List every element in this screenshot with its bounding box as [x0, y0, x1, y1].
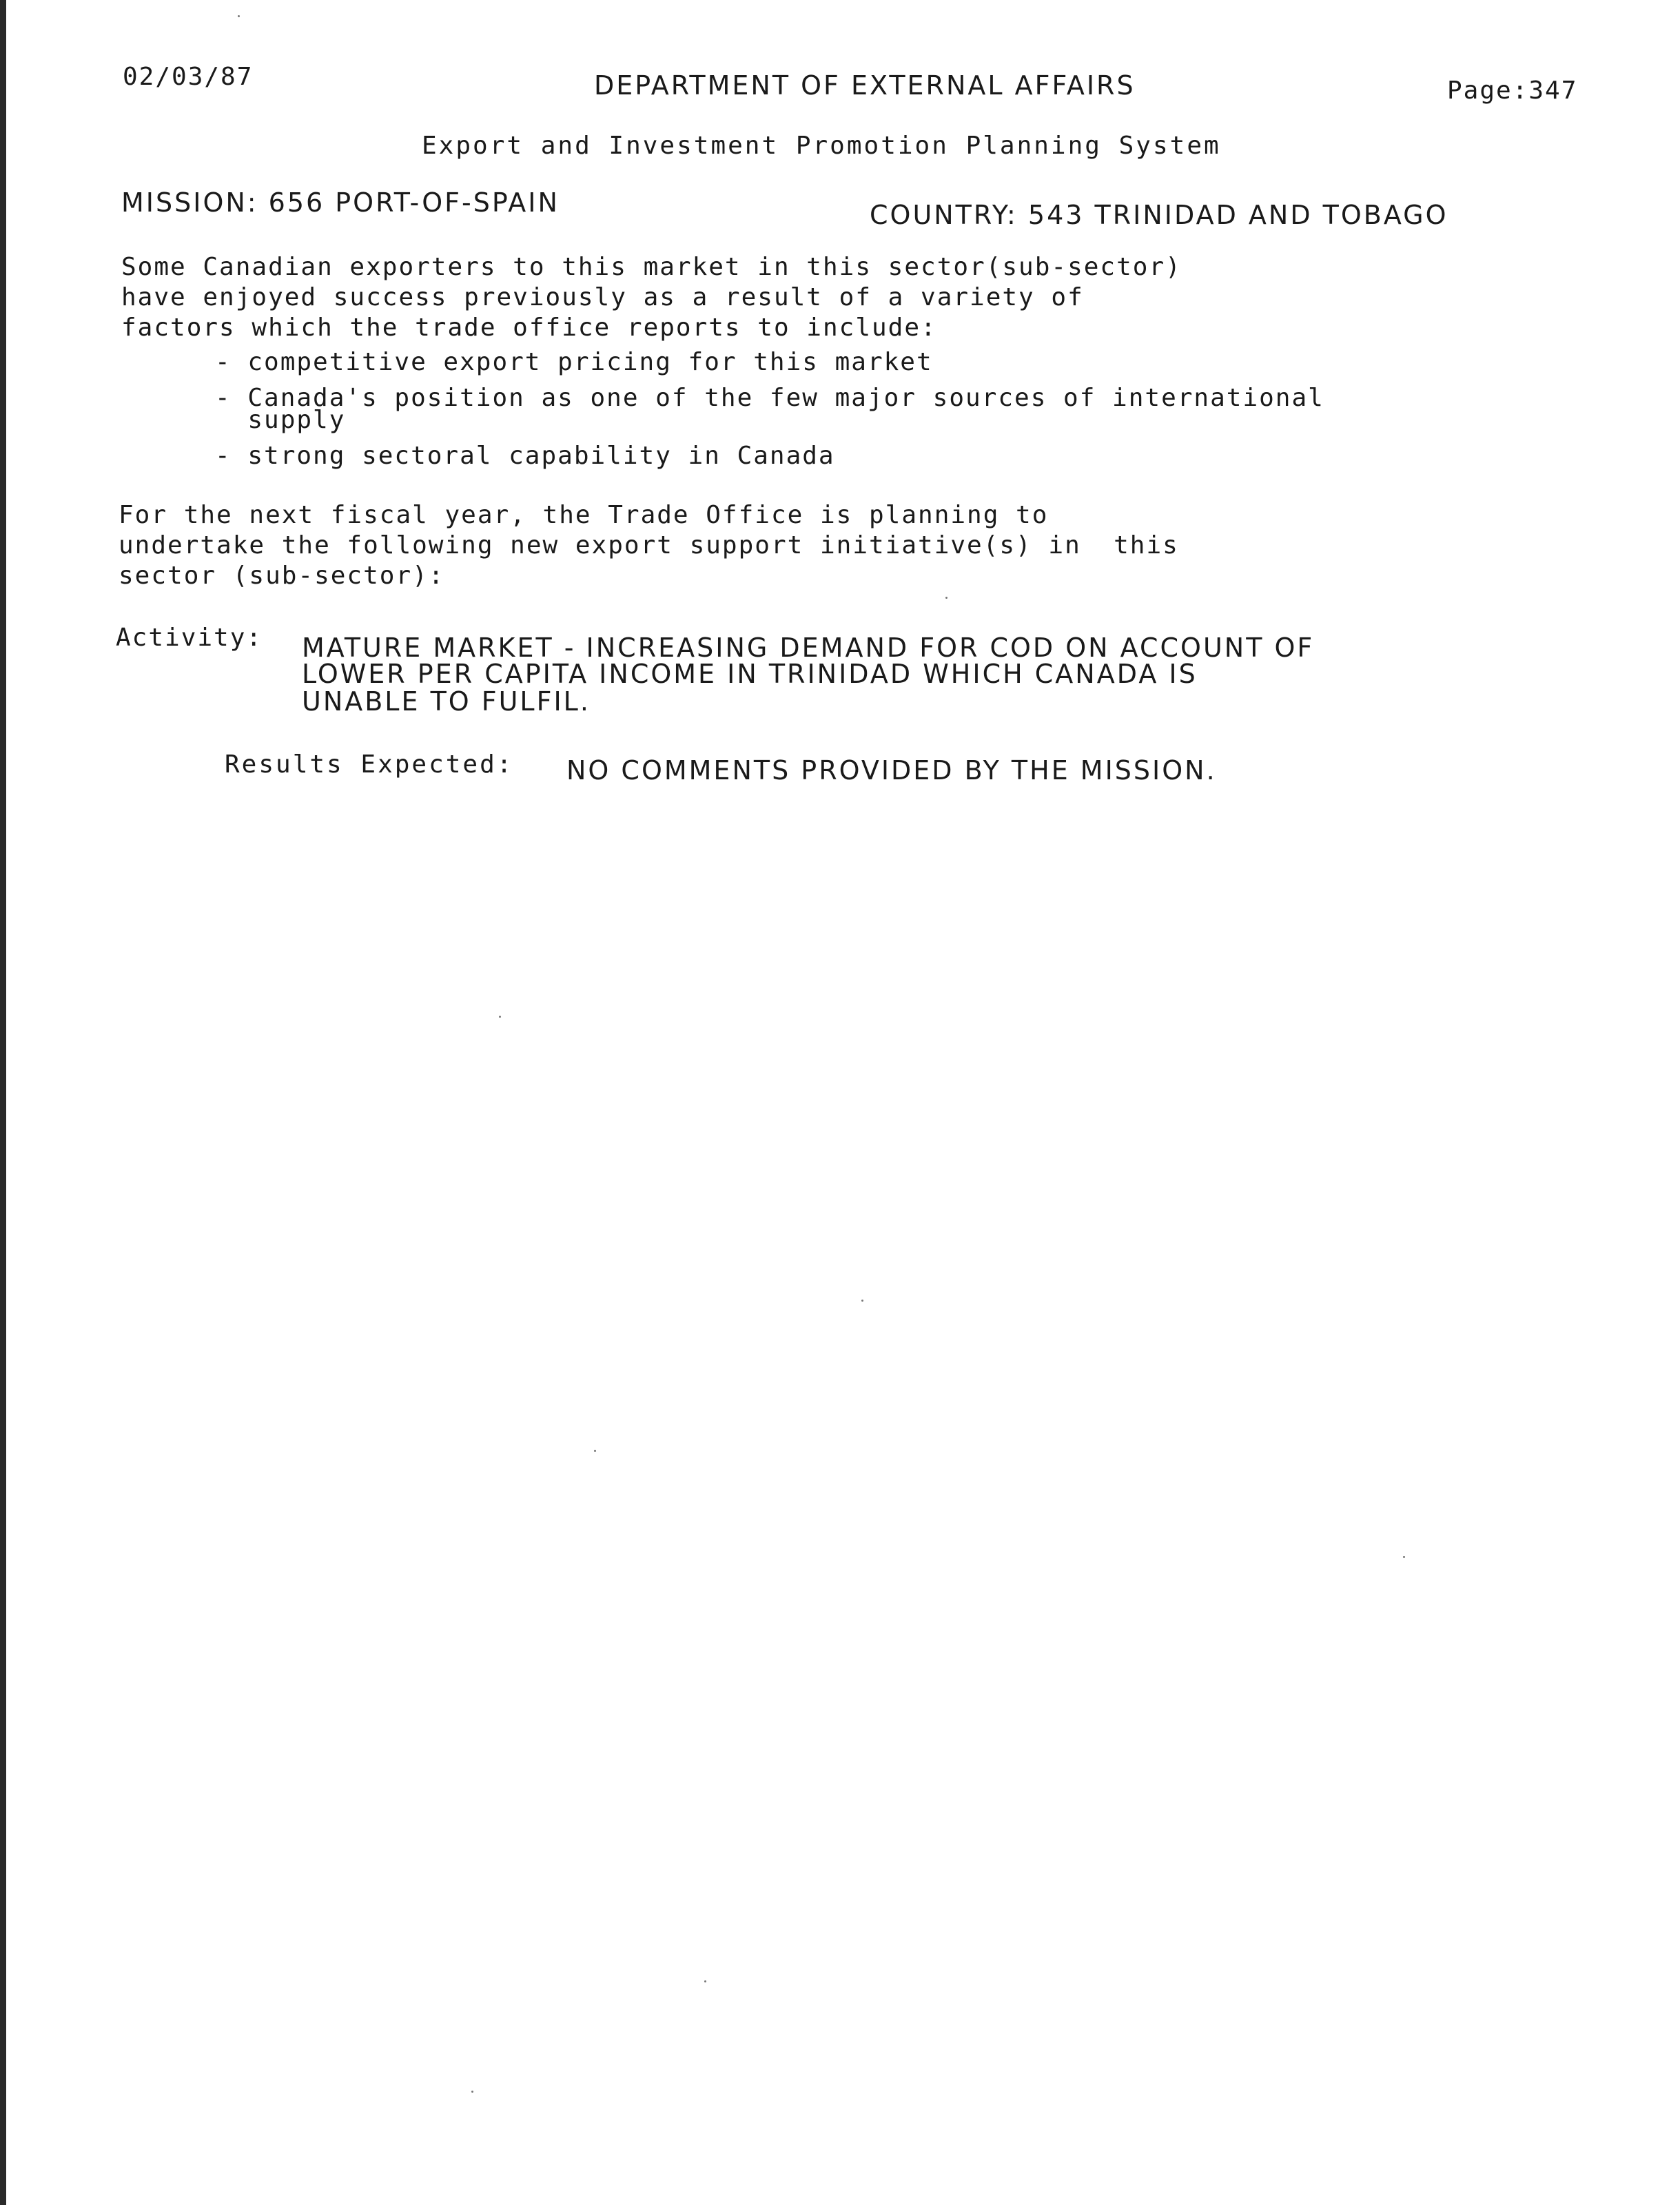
scan-speck	[471, 2091, 473, 2093]
report-date: 02/03/87	[123, 63, 254, 91]
activity-line: LOWER PER CAPITA INCOME IN TRINIDAD WHICH CANADA IS	[302, 659, 1198, 689]
results-text: NO COMMENTS PROVIDED BY THE MISSION.	[566, 755, 1217, 786]
factor-item: - strong sectoral capability in Canada	[215, 442, 835, 470]
activity-line: UNABLE TO FULFIL.	[302, 686, 591, 717]
activity-label: Activity:	[116, 624, 263, 652]
scan-speck	[238, 15, 240, 17]
factor-item: supply	[215, 406, 346, 434]
system-title: Export and Investment Promotion Planning System	[422, 132, 1221, 160]
paragraph-line: factors which the trade office reports to include:	[121, 314, 937, 342]
scan-speck	[861, 1300, 863, 1302]
factor-item: - Canada's position as one of the few major sources of international	[215, 384, 1324, 412]
mission-label: MISSION: 656 PORT-OF-SPAIN	[121, 187, 560, 218]
scan-speck	[945, 597, 947, 599]
paragraph-line: have enjoyed success previously as a result of a variety of	[121, 283, 1084, 311]
scan-speck	[594, 1450, 596, 1452]
page-number: Page:347	[1447, 76, 1578, 105]
factor-item: - competitive export pricing for this market	[215, 348, 933, 376]
paragraph-line: For the next fiscal year, the Trade Office is planning to	[119, 501, 1049, 529]
results-label: Results Expected:	[225, 750, 514, 779]
paragraph-line: Some Canadian exporters to this market in this sector(sub-sector)	[121, 253, 1182, 281]
activity-line: MATURE MARKET - INCREASING DEMAND FOR COD ON ACCOUNT OF	[302, 633, 1315, 663]
paragraph-line: undertake the following new export support initiative(s) in this	[119, 531, 1179, 560]
country-label: COUNTRY: 543 TRINIDAD AND TOBAGO	[870, 200, 1448, 230]
scan-edge	[0, 0, 6, 2205]
department-title: DEPARTMENT OF EXTERNAL AFFAIRS	[594, 70, 1136, 101]
scan-speck	[704, 1980, 706, 1982]
paragraph-line: sector (sub-sector):	[119, 562, 445, 590]
scan-speck	[499, 1016, 501, 1018]
scan-speck	[1403, 1556, 1405, 1558]
